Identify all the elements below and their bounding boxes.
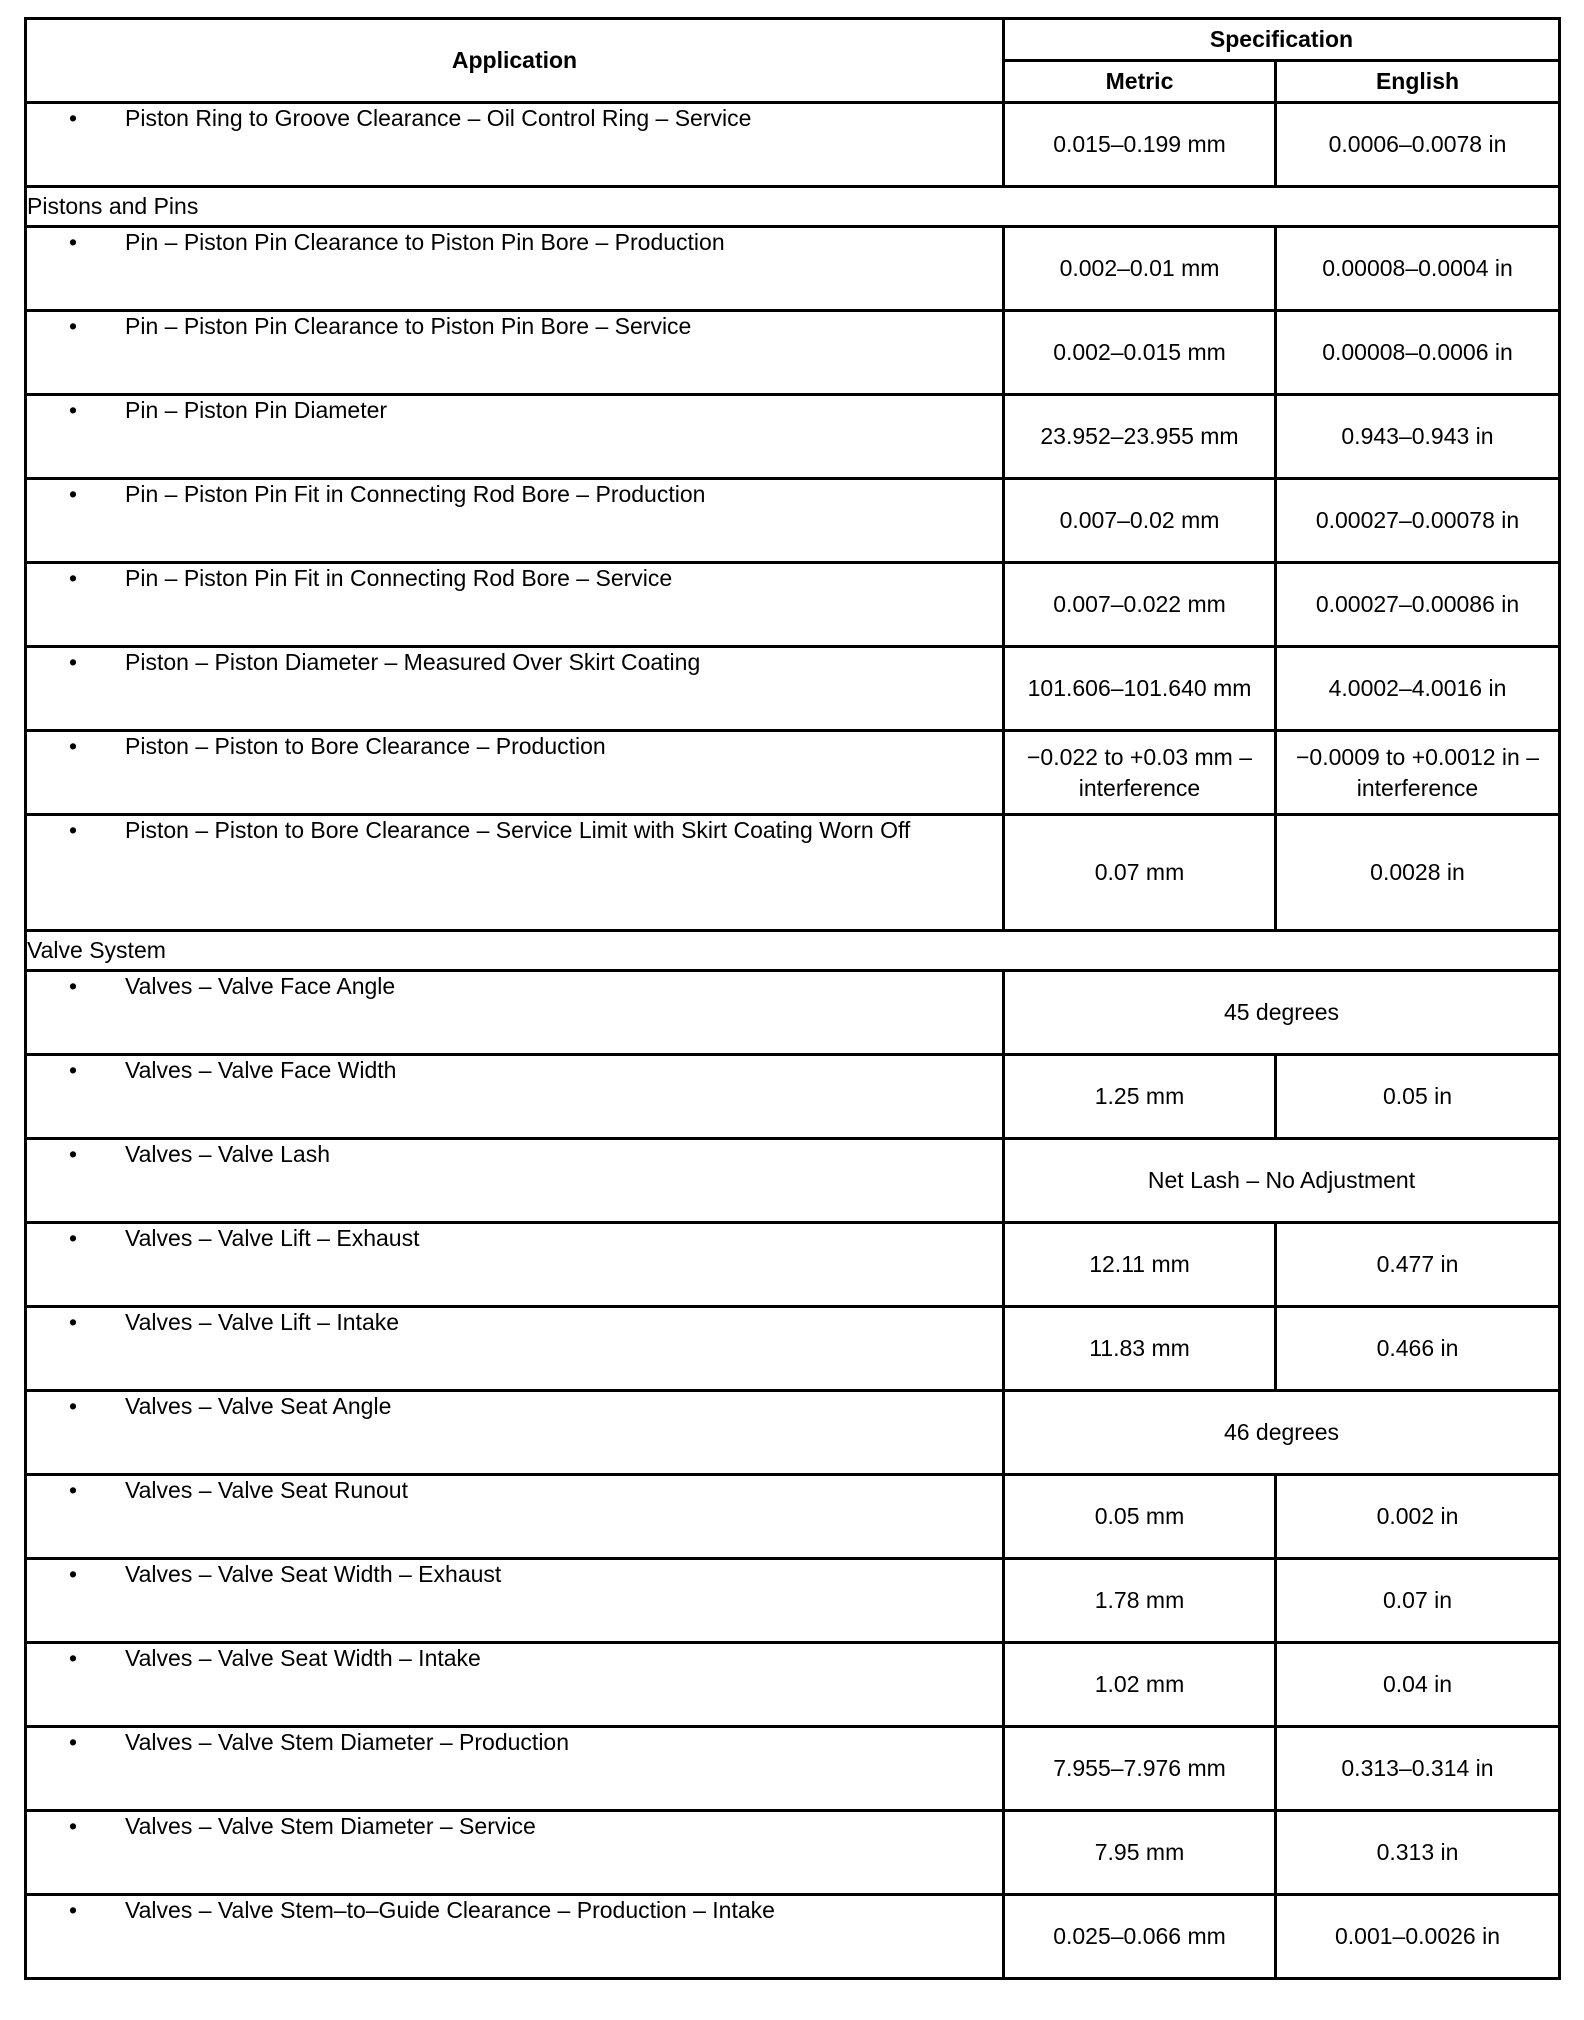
application-text: Valves – Valve Seat Angle	[125, 1393, 392, 1419]
application-text: Pin – Piston Pin Clearance to Piston Pin Bore – Production	[125, 229, 725, 255]
application-text: Piston – Piston to Bore Clearance – Service Limit with Skirt Coating Worn Off	[125, 817, 911, 843]
table-row	[26, 647, 1560, 731]
list-item	[27, 648, 1002, 677]
list-item	[27, 312, 1002, 341]
application-text: Valves – Valve Face Width	[125, 1057, 397, 1083]
application-text: Valves – Valve Seat Runout	[125, 1477, 408, 1503]
metric-value: 0.025–0.066 mm	[1004, 1895, 1276, 1979]
english-value: 0.477 in	[1276, 1223, 1560, 1307]
table-row	[26, 1223, 1560, 1307]
list-item	[27, 1140, 1002, 1169]
english-value: 0.00027–0.00086 in	[1276, 563, 1560, 647]
application-cell	[26, 647, 1004, 731]
section-row	[26, 187, 1560, 227]
application-text: Valves – Valve Stem–to–Guide Clearance – Production – Intake	[125, 1897, 775, 1923]
metric-value: 0.007–0.022 mm	[1004, 563, 1276, 647]
specification-table	[24, 17, 1561, 1980]
application-text: Piston – Piston to Bore Clearance – Production	[125, 733, 606, 759]
english-value: 0.00008–0.0006 in	[1276, 311, 1560, 395]
list-item	[27, 972, 1002, 1001]
table-row	[26, 103, 1560, 187]
bullet-icon: •	[69, 313, 78, 339]
bullet-icon: •	[69, 1141, 78, 1167]
list-item	[27, 1392, 1002, 1421]
list-item	[27, 816, 1002, 845]
application-text: Valves – Valve Lift – Intake	[125, 1309, 400, 1335]
english-value: 0.05 in	[1276, 1055, 1560, 1139]
metric-value: 0.05 mm	[1004, 1475, 1276, 1559]
table-body	[26, 103, 1560, 1979]
table-row	[26, 1811, 1560, 1895]
application-cell	[26, 1223, 1004, 1307]
english-value: 0.0006–0.0078 in	[1276, 103, 1560, 187]
application-cell	[26, 1307, 1004, 1391]
metric-value: 0.015–0.199 mm	[1004, 103, 1276, 187]
bullet-icon: •	[69, 1225, 78, 1251]
application-cell	[26, 1727, 1004, 1811]
english-value: 0.002 in	[1276, 1475, 1560, 1559]
english-value: 0.0028 in	[1276, 815, 1560, 931]
application-cell	[26, 479, 1004, 563]
english-value: 0.00027–0.00078 in	[1276, 479, 1560, 563]
bullet-icon: •	[69, 105, 78, 131]
application-cell	[26, 1391, 1004, 1475]
application-cell	[26, 1643, 1004, 1727]
table-row	[26, 1391, 1560, 1475]
english-value: 0.466 in	[1276, 1307, 1560, 1391]
list-item	[27, 1728, 1002, 1757]
specification-header: Specification	[1004, 19, 1560, 61]
table-row	[26, 1475, 1560, 1559]
combined-spec-value: 45 degrees	[1004, 971, 1560, 1055]
english-header: English	[1276, 61, 1560, 103]
english-value: 0.313–0.314 in	[1276, 1727, 1560, 1811]
list-item	[27, 564, 1002, 593]
table-row	[26, 479, 1560, 563]
list-item	[27, 1896, 1002, 1925]
bullet-icon: •	[69, 397, 78, 423]
bullet-icon: •	[69, 1813, 78, 1839]
bullet-icon: •	[69, 1309, 78, 1335]
metric-value: 0.07 mm	[1004, 815, 1276, 931]
metric-value: 0.002–0.015 mm	[1004, 311, 1276, 395]
combined-spec-value: Net Lash – No Adjustment	[1004, 1139, 1560, 1223]
bullet-icon: •	[69, 1561, 78, 1587]
list-item	[27, 1476, 1002, 1505]
application-cell	[26, 395, 1004, 479]
application-text: Valves – Valve Stem Diameter – Production	[125, 1729, 570, 1755]
english-value: 4.0002–4.0016 in	[1276, 647, 1560, 731]
bullet-icon: •	[69, 1057, 78, 1083]
table-row	[26, 1307, 1560, 1391]
combined-spec-value: 46 degrees	[1004, 1391, 1560, 1475]
list-item	[27, 1056, 1002, 1085]
application-text: Valves – Valve Lift – Exhaust	[125, 1225, 420, 1251]
table-row	[26, 395, 1560, 479]
application-cell	[26, 815, 1004, 931]
application-cell	[26, 311, 1004, 395]
metric-value: 0.002–0.01 mm	[1004, 227, 1276, 311]
application-text: Piston – Piston Diameter – Measured Over Skirt Coating	[125, 649, 701, 675]
list-item	[27, 1560, 1002, 1589]
list-item	[27, 480, 1002, 509]
table-row	[26, 1727, 1560, 1811]
bullet-icon: •	[69, 1393, 78, 1419]
bullet-icon: •	[69, 649, 78, 675]
application-header: Application	[26, 19, 1004, 103]
metric-value: 23.952–23.955 mm	[1004, 395, 1276, 479]
application-text: Pin – Piston Pin Fit in Connecting Rod Bore – Service	[125, 565, 673, 591]
table-row	[26, 1895, 1560, 1979]
metric-value: −0.022 to +0.03 mm – interference	[1004, 731, 1276, 815]
english-value: 0.07 in	[1276, 1559, 1560, 1643]
table-row	[26, 815, 1560, 931]
english-value: 0.001–0.0026 in	[1276, 1895, 1560, 1979]
list-item	[27, 104, 1002, 133]
bullet-icon: •	[69, 973, 78, 999]
metric-value: 101.606–101.640 mm	[1004, 647, 1276, 731]
list-item	[27, 1308, 1002, 1337]
section-row	[26, 931, 1560, 971]
bullet-icon: •	[69, 481, 78, 507]
table-row	[26, 1055, 1560, 1139]
header-row-top	[26, 19, 1560, 61]
metric-value: 11.83 mm	[1004, 1307, 1276, 1391]
metric-value: 1.78 mm	[1004, 1559, 1276, 1643]
application-text: Valves – Valve Face Angle	[125, 973, 396, 999]
section-title: Pistons and Pins	[26, 187, 1560, 227]
section-title: Valve System	[26, 931, 1560, 971]
table-row	[26, 563, 1560, 647]
english-value: 0.00008–0.0004 in	[1276, 227, 1560, 311]
english-value: 0.943–0.943 in	[1276, 395, 1560, 479]
list-item	[27, 1812, 1002, 1841]
bullet-icon: •	[69, 1729, 78, 1755]
list-item	[27, 732, 1002, 761]
bullet-icon: •	[69, 1477, 78, 1503]
metric-value: 12.11 mm	[1004, 1223, 1276, 1307]
bullet-icon: •	[69, 817, 78, 843]
application-text: Valves – Valve Stem Diameter – Service	[125, 1813, 536, 1839]
english-value: −0.0009 to +0.0012 in – interference	[1276, 731, 1560, 815]
application-cell	[26, 227, 1004, 311]
list-item	[27, 1224, 1002, 1253]
bullet-icon: •	[69, 229, 78, 255]
table-row	[26, 1139, 1560, 1223]
metric-value: 1.25 mm	[1004, 1055, 1276, 1139]
application-text: Piston Ring to Groove Clearance – Oil Control Ring – Service	[125, 105, 752, 131]
application-text: Pin – Piston Pin Diameter	[125, 397, 388, 423]
application-text: Valves – Valve Seat Width – Intake	[125, 1645, 481, 1671]
bullet-icon: •	[69, 565, 78, 591]
application-cell	[26, 731, 1004, 815]
application-cell	[26, 103, 1004, 187]
list-item	[27, 1644, 1002, 1673]
table-row	[26, 971, 1560, 1055]
application-cell	[26, 1475, 1004, 1559]
table-row	[26, 1643, 1560, 1727]
application-text: Valves – Valve Lash	[125, 1141, 330, 1167]
application-cell	[26, 1895, 1004, 1979]
metric-value: 0.007–0.02 mm	[1004, 479, 1276, 563]
metric-value: 7.95 mm	[1004, 1811, 1276, 1895]
metric-value: 1.02 mm	[1004, 1643, 1276, 1727]
application-cell	[26, 1811, 1004, 1895]
english-value: 0.313 in	[1276, 1811, 1560, 1895]
metric-value: 7.955–7.976 mm	[1004, 1727, 1276, 1811]
application-text: Pin – Piston Pin Clearance to Piston Pin Bore – Service	[125, 313, 692, 339]
list-item	[27, 396, 1002, 425]
metric-header: Metric	[1004, 61, 1276, 103]
application-cell	[26, 1559, 1004, 1643]
application-cell	[26, 1139, 1004, 1223]
application-text: Valves – Valve Seat Width – Exhaust	[125, 1561, 502, 1587]
table-row	[26, 227, 1560, 311]
table-row	[26, 311, 1560, 395]
bullet-icon: •	[69, 1897, 78, 1923]
application-cell	[26, 971, 1004, 1055]
application-cell	[26, 1055, 1004, 1139]
bullet-icon: •	[69, 1645, 78, 1671]
english-value: 0.04 in	[1276, 1643, 1560, 1727]
application-text: Pin – Piston Pin Fit in Connecting Rod Bore – Production	[125, 481, 706, 507]
list-item	[27, 228, 1002, 257]
table-row	[26, 731, 1560, 815]
application-cell	[26, 563, 1004, 647]
table-row	[26, 1559, 1560, 1643]
bullet-icon: •	[69, 733, 78, 759]
